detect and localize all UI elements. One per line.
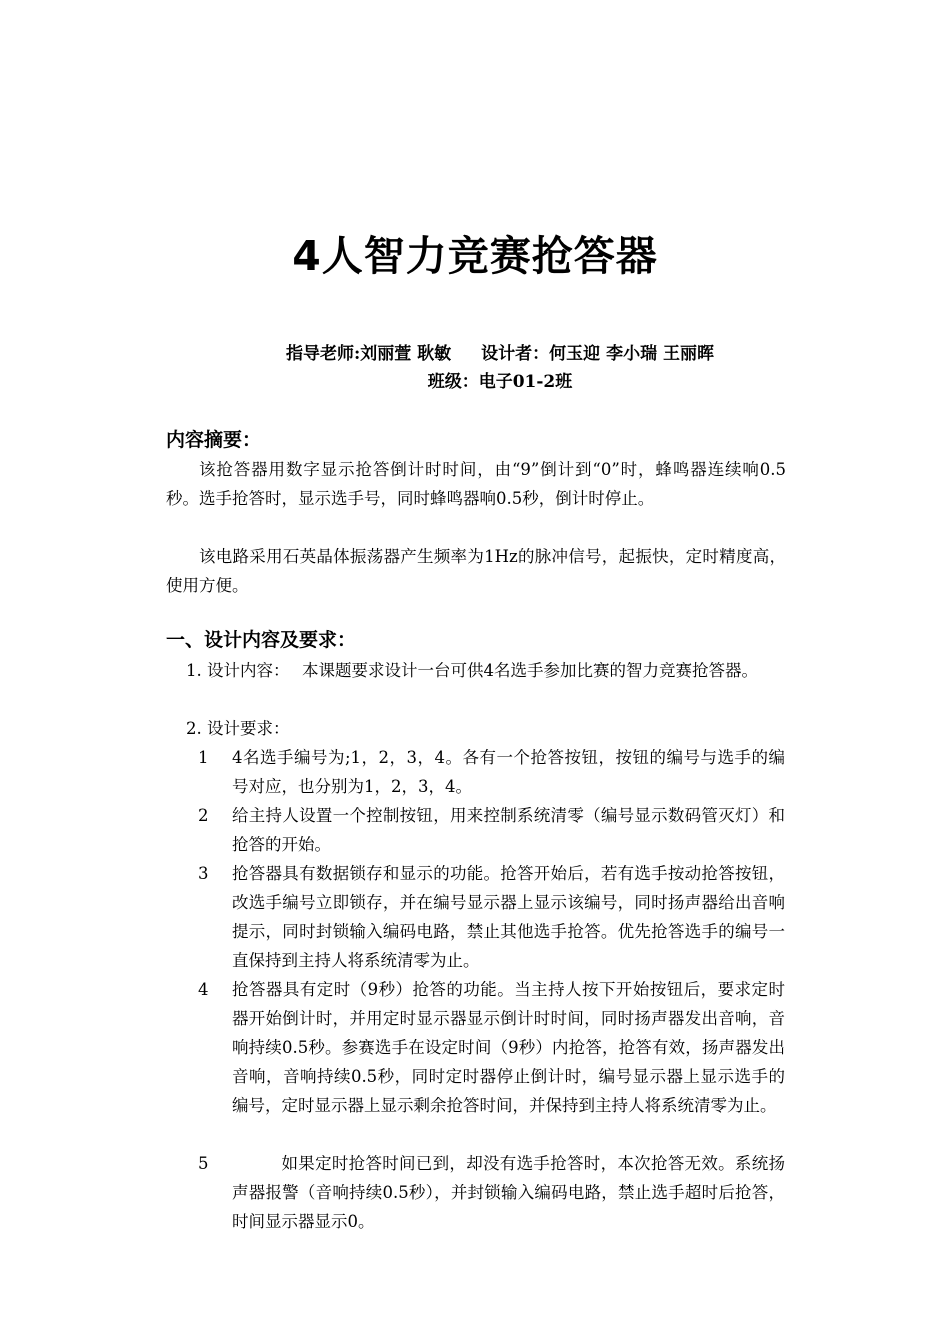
design-requirements-item — [186, 714, 786, 743]
item-text: 抢答器具有定时（9秒）抢答的功能。当主持人按下开始按钮后，要求定时器开始倒计时，并用定时显示器显示倒计时时间，同时扬声器发出音响，音响持续0.5秒。参赛选手在设定时间（9秒）内抢答，抢答有效，扬声器发出音响，音响持续0.5秒，同时定时器停止倒计时，编号显示器上显示选手的编号，定时显示器上显示剩余抢答时间，并保持到主持人将系统清零为止。 — [232, 980, 785, 1115]
document-title: 4人智力竞赛抢答器 — [292, 232, 658, 280]
item-text: 本课题要求设计一台可供4名选手参加比赛的智力竞赛抢答器。 — [302, 661, 758, 680]
item-text: 给主持人设置一个控制按钮，用来控制系统清零（编号显示数码管灭灯）和抢答的开始。 — [232, 806, 785, 854]
abstract-paragraph: 该抢答器用数字显示抢答倒计时时间，由“9”倒计到“0”时，蜂鸣器连续响0.5秒。选手抢答时，显示选手号，同时蜂鸣器响0.5秒，倒计时停止。 — [166, 460, 786, 508]
author-line — [0, 342, 950, 366]
item-number: 2 — [198, 806, 209, 825]
item-number: 3 — [198, 864, 209, 883]
abstract-heading: 内容摘要： — [166, 429, 262, 451]
section-heading: 一、设计内容及要求： — [166, 629, 357, 651]
advisors: 指导老师:刘丽萱 耿敏 — [285, 344, 452, 364]
design-content-item — [186, 656, 786, 714]
item-number: 4 — [198, 980, 209, 999]
abstract-paragraph: 该电路采用石英晶体振荡器产生频率为1Hz的脉冲信号，起振快，定时精度高，使用方便。 — [166, 547, 786, 595]
item-number: 1 — [198, 748, 209, 767]
class-line: 班级：电子01-2班 — [427, 372, 573, 392]
designers: 设计者：何玉迎 李小瑞 王丽晖 — [481, 344, 715, 364]
item-number: 5 — [198, 1154, 209, 1173]
item-text: 如果定时抢答时间已到，却没有选手抢答时，本次抢答无效。系统扬声器报警（音响持续0.5秒），并封锁输入编码电路，禁止选手超时后抢答，时间显示器显示0。 — [232, 1154, 785, 1231]
item-label: 1. 设计内容： — [186, 661, 290, 680]
item-text: 抢答器具有数据锁存和显示的功能。抢答开始后，若有选手按动抢答按钮，改选手编号立即锁存，并在编号显示器上显示该编号，同时扬声器给出音响提示，同时封锁输入编码电路，禁止其他选手抢答。优先抢答选手的编号一直保持到主持人将系统清零为止。 — [232, 864, 785, 970]
item-label: 2. 设计要求： — [186, 719, 290, 738]
item-text: 4名选手编号为;1，2，3，4。各有一个抢答按钮，按钮的编号与选手的编号对应，也分别为1，2，3，4。 — [232, 748, 785, 796]
